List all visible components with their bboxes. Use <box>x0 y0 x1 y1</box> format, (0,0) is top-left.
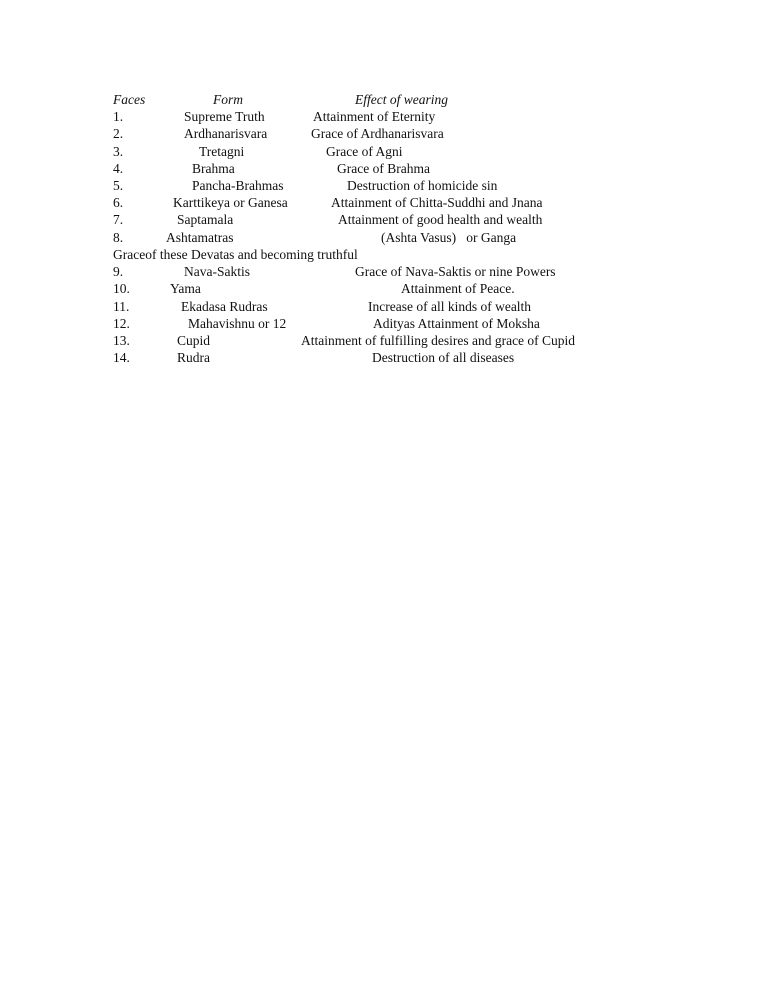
table-row <box>0 298 768 316</box>
row-number: 13. <box>113 333 130 348</box>
row-form: Cupid <box>177 333 211 348</box>
table-row <box>0 143 768 161</box>
table-row <box>0 211 768 229</box>
row-number: 11. <box>113 299 130 314</box>
row-form: Ashtamatras <box>166 230 234 245</box>
row-form: Ardhanarisvara <box>184 126 268 141</box>
row-effect: Destruction of homicide sin <box>347 178 498 193</box>
row-number: 9. <box>113 264 124 279</box>
row-effect: Attainment of Eternity <box>313 109 436 124</box>
table-row <box>0 177 768 195</box>
row-form: Brahma <box>192 161 235 176</box>
table-row <box>0 349 768 367</box>
table-row <box>0 332 768 350</box>
row-number: 3. <box>113 144 124 159</box>
row-number: 6. <box>113 195 124 210</box>
table-row <box>0 280 768 298</box>
header-form: Form <box>213 92 243 107</box>
row-number: 10. <box>113 281 130 296</box>
row-effect: Attainment of fulfilling desires and grace of Cupid <box>301 333 576 348</box>
row-effect: Attainment of good health and wealth <box>338 212 543 227</box>
header-row <box>0 91 768 109</box>
row-form: Yama <box>170 281 201 296</box>
row-effect: Attainment of Peace. <box>401 281 515 296</box>
header-effect: Effect of wearing <box>355 92 448 107</box>
table-row <box>0 263 768 281</box>
table-row <box>0 229 768 247</box>
row-form: Saptamala <box>177 212 234 227</box>
row-number: 7. <box>113 212 124 227</box>
row-form: Supreme Truth <box>184 109 265 124</box>
row-effect: Grace of Ardhanarisvara <box>311 126 444 141</box>
header-faces: Faces <box>113 92 146 107</box>
table-row <box>0 160 768 178</box>
row-effect: Destruction of all diseases <box>372 350 515 365</box>
row-effect: Grace of Brahma <box>337 161 430 176</box>
row-effect: Grace of Nava-Saktis or nine Powers <box>355 264 556 279</box>
row-form: Ekadasa Rudras <box>181 299 268 314</box>
row-form: Karttikeya or Ganesa <box>173 195 288 210</box>
row-number: 8. <box>113 230 124 245</box>
row-number: 2. <box>113 126 124 141</box>
row-effect: (Ashta Vasus) or Ganga <box>381 230 517 245</box>
row-number: 4. <box>113 161 124 176</box>
row-number: 12. <box>113 316 130 331</box>
table-row <box>0 194 768 212</box>
row-number: 1. <box>113 109 124 124</box>
row-form: Nava-Saktis <box>184 264 250 279</box>
table-row <box>0 315 768 333</box>
row-number: 14. <box>113 350 130 365</box>
row-form: Pancha-Brahmas <box>192 178 284 193</box>
row-number: 5. <box>113 178 124 193</box>
row-effect: Attainment of Chitta-Suddhi and Jnana <box>331 195 543 210</box>
table-row <box>0 125 768 143</box>
row-form: Mahavishnu or 12 <box>188 316 287 331</box>
table-row <box>0 108 768 126</box>
row-form: Tretagni <box>199 144 245 159</box>
continuation-text: Graceof these Devatas and becoming truthful <box>113 247 358 262</box>
row-effect: Adityas Attainment of Moksha <box>373 316 540 331</box>
row-form: Rudra <box>177 350 210 365</box>
row-continuation <box>0 246 768 264</box>
row-effect: Increase of all kinds of wealth <box>368 299 532 314</box>
row-effect: Grace of Agni <box>326 144 403 159</box>
